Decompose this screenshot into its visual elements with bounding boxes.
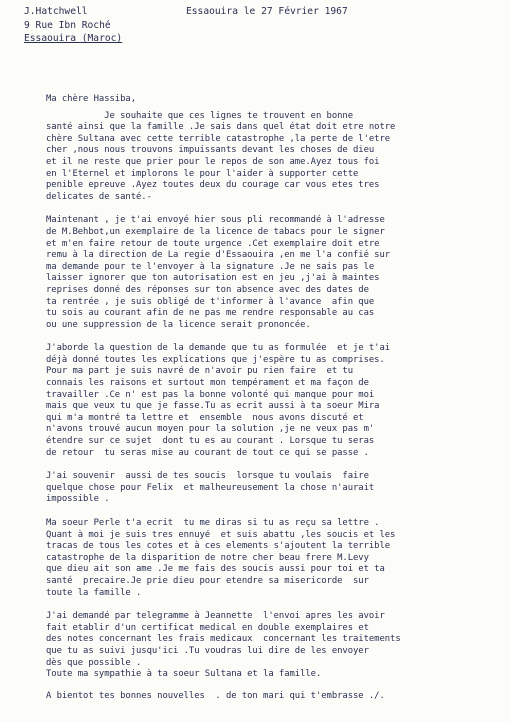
text-line: laisser ignorer que ton autorisation est en jeu ,j'ai à maintes <box>46 273 380 284</box>
sender-name: J.Hatchwell <box>24 6 88 17</box>
text-line: en l'Eternel et implorons le pour l'aider à supporter cette <box>46 168 359 179</box>
text-line: ma demande pour te l'envoyer à la signature .Je ne sais pas le <box>46 261 375 272</box>
closing-line: A bientot tes bonnes nouvelles . de ton mari qui t'embrasse ./. <box>46 690 385 701</box>
text-line: travailler .Ce n' est pas la bonne volonté qui manque pour moi <box>46 389 375 400</box>
text-line: de retour tu seras mise au courant de tout ce qui se passe . <box>46 447 369 458</box>
paragraph-5 <box>46 518 496 599</box>
paragraph-3 <box>46 343 496 459</box>
text-line: connais les raisons et surtout mon tempérament et ma façon de <box>46 378 369 389</box>
text-line: J'ai demandé par telegramme à Jeannette l'envoi apres les avoir <box>46 611 385 622</box>
text-line: Maintenant , je t'ai envoyé hier sous pli recommandé à l'adresse <box>46 215 385 226</box>
text-line: chère Sultana avec cette terrible catastrophe ,la perte de l'etre <box>46 133 391 144</box>
text-line: Je souhaite que ces lignes te trouvent en bonne <box>46 110 354 121</box>
text-line: qui m'a montré ta lettre et ensemble nous avons discuté et <box>46 412 364 423</box>
text-line: Quant à moi je suis tres ennuyé et suis abattu ,les soucis et les <box>46 529 396 540</box>
sender-street: 9 Rue Ibn Roché <box>24 19 111 31</box>
text-line: que dieu ait son ame .Je me fais des soucis aussi pour toi et ta <box>46 564 385 575</box>
paragraph-2 <box>46 215 496 331</box>
text-line: reprises donné des réponses sur ton absence avec des dates de <box>46 284 369 295</box>
text-line: de M.Behbot,un exemplaire de la licence de tabacs pour le signer <box>46 226 385 237</box>
text-line: santé ainsi que la famille .Je sais dans quel état doit etre notre <box>46 122 396 133</box>
text-line: mais que veux tu que je fasse.Tu as ecrit aussi à ta soeur Mira <box>46 401 380 412</box>
sender-address <box>24 5 122 46</box>
text-line: Pour ma part je suis navré de n'avoir pu rien faire et tu <box>46 366 354 377</box>
text-line: n'avons trouvé aucun moyen pour la solution ,je ne veux pas m' <box>46 424 375 435</box>
text-line: delicates de santé.- <box>46 191 152 202</box>
text-line: remu à la direction de La regie d'Essaouira ,en me l'a confié sur <box>46 250 391 261</box>
text-line: J'ai souvenir aussi de tes soucis lorsque tu voulais faire <box>46 471 369 482</box>
text-line: quelque chose pour Felix et malheureusement la chose n'aurait <box>46 482 375 493</box>
text-line: penible epreuve .Ayez toutes deux du courage car vous etes tres <box>46 180 380 191</box>
letter-body <box>46 94 496 702</box>
text-line: déjà donné toutes les explications que j'espère tu as comprises. <box>46 354 385 365</box>
text-line: Ma soeur Perle t'a ecrit tu me diras si tu as reçu sa lettre . <box>46 518 380 528</box>
text-line: dès que possible . <box>46 657 142 668</box>
text-line: et m'en faire retour de toute urgence .Cet exemplaire doit etre <box>46 238 380 249</box>
text-line: Toute ma sympathie à ta soeur Sultana et la famille. <box>46 669 322 680</box>
text-line: cher ,nous nous trouvons impuissants devant les choses de dieu <box>46 145 375 156</box>
date-line: Essaouira le 27 Février 1967 <box>186 6 348 17</box>
text-line: ou une suppression de la licence serait prononcée. <box>46 319 311 330</box>
text-line: J'aborde la question de la demande que tu as formulée et je t'ai <box>46 343 391 354</box>
text-line: et il ne reste que prier pour le repos de son ame.Ayez tous foi <box>46 156 380 167</box>
text-line: fait etablir d'un certificat medical en double exemplaires et <box>46 622 369 633</box>
text-line: que tu as suivi jusqu'ici .Tu voudras lui dire de les envoyer <box>46 645 369 656</box>
text-line: ta rentrée , je suis obligé de t'informer à l'avance afin que <box>46 296 375 307</box>
text-line: santé precaire.Je prie dieu pour etendre sa misericorde sur <box>46 575 369 586</box>
paragraph-4 <box>46 471 496 506</box>
sender-city: Essaouira (Maroc) <box>24 33 123 44</box>
paragraph-1 <box>46 111 496 204</box>
text-line: des notes concernant les frais medicaux concernant les traitements <box>46 634 401 645</box>
text-line: tu sois au courant afin de ne pas me rendre responsable au cas <box>46 308 375 319</box>
text-line: impossible . <box>46 494 110 505</box>
text-line: catastrophe de la disparition de notre cher beau frere M.Levy <box>46 552 369 563</box>
text-line: tracas de tous les cotes et à ces elements s'ajoutent la terrible <box>46 541 391 552</box>
text-line: toute la famille . <box>46 587 142 598</box>
salutation: Ma chère Hassiba, <box>46 94 136 104</box>
paragraph-6 <box>46 611 496 681</box>
text-line: étendre sur ce sujet dont tu es au courant . Lorsque tu seras <box>46 436 375 447</box>
